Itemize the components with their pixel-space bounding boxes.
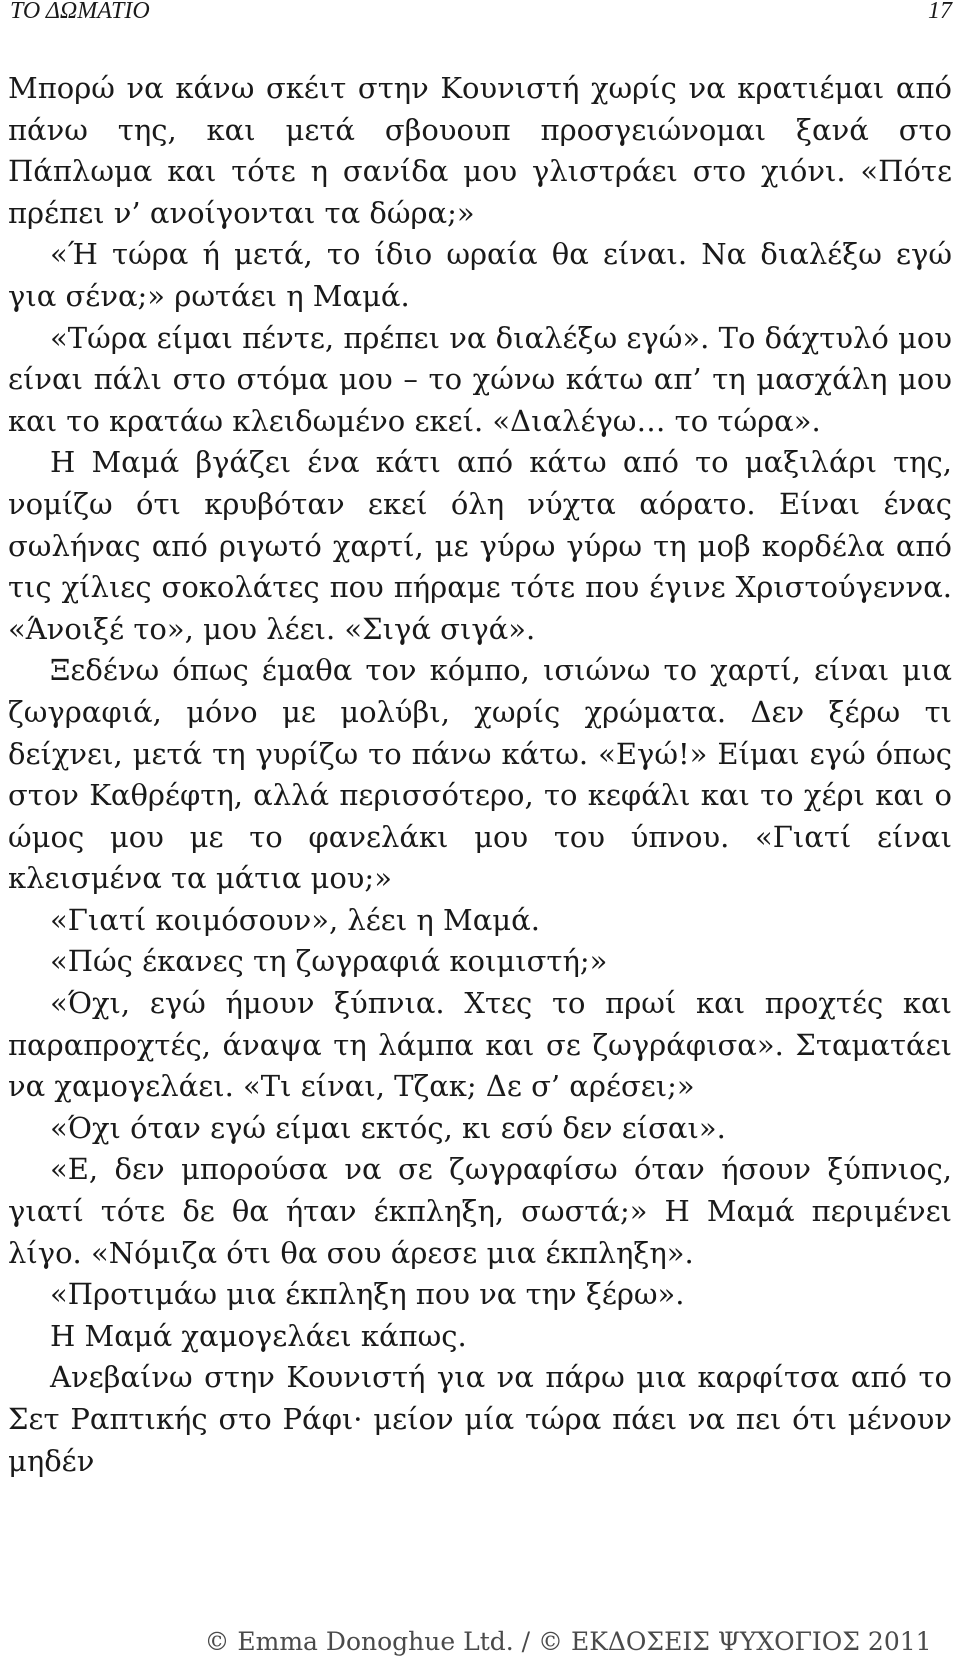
copyright-footer bbox=[0, 1624, 960, 1660]
page-number: 17 bbox=[928, 0, 952, 24]
paragraph-9: «Όχι όταν εγώ είμαι εκτός, κι εσύ δεν είσαι». bbox=[50, 1110, 726, 1145]
paragraph-7: «Πώς έκανες τη ζωγραφιά κοιμιστή;» bbox=[50, 944, 608, 979]
paragraph-1: Μπορώ να κάνω σκέιτ στην Κουνιστή χωρίς να κρατιέμαι από πάνω της, και μετά σβουουπ προσγειώνομαι ξανά στο Πάπλωμα και τότε η σανίδα μου γλιστράει στο χιόνι. «Πότε πρέπει ν’ ανοίγονται τα δώρα;» bbox=[8, 71, 952, 230]
chapter-title: ΤΟ ΔΩΜΑΤΙΟ bbox=[10, 0, 150, 24]
paragraph-4: Η Μαμά βγάζει ένα κάτι από κάτω από το μαξιλάρι της, νομίζω ότι κρυβόταν εκεί όλη νύχτα αόρατο. Είναι ένας σωλήνας από ριγωτό χαρτί, με γύρω γύρω τη μοβ κορδέλα από τις χίλιες σοκολάτες που πήραμε τότε που έγινε Χριστούγεννα. «Άνοιξέ το», μου λέει. «Σιγά σιγά». bbox=[8, 445, 952, 646]
paragraph-13: Ανεβαίνω στην Κουνιστή για να πάρω μια καρφίτσα από το Σετ Ραπτικής στο Ράφι· μείον μία τώρα πάει να πει ότι μένουν μηδέν bbox=[8, 1360, 952, 1478]
paragraph-10: «Ε, δεν μπορούσα να σε ζωγραφίσω όταν ήσουν ξύπνιος, γιατί τότε δε θα ήταν έκπληξη, σωστά;» Η Μαμά περιμένει λίγο. «Νόμιζα ότι θα σου άρεσε μια έκπληξη». bbox=[8, 1152, 952, 1270]
paragraph-8: «Όχι, εγώ ήμουν ξύπνια. Χτες το πρωί και προχτές και παραπροχτές, άναψα τη λάμπα και σε ζωγράφισα». Σταματάει να χαμογελάει. «Τι είναι, Τζακ; Δε σ’ αρέσει;» bbox=[8, 986, 952, 1104]
paragraph-11: «Προτιμάω μια έκπληξη που να την ξέρω». bbox=[50, 1277, 685, 1312]
copyright-text: © Emma Donoghue Ltd. / © ΕΚΔΟΣΕΙΣ ΨΥΧΟΓΙΟΣ 2011 bbox=[204, 1627, 932, 1656]
paragraph-12: Η Μαμά χαμογελάει κάπως. bbox=[50, 1318, 467, 1353]
running-head bbox=[10, 0, 952, 26]
paragraph-3: «Τώρα είμαι πέντε, πρέπει να διαλέξω εγώ». Το δάχτυλό μου είναι πάλι στο στόμα μου – το χώνω κάτω απ’ τη μασχάλη μου και το κρατάω κλειδωμένο εκεί. «Διαλέγω… το τώρα». bbox=[8, 320, 952, 438]
paragraph-2: «Ή τώρα ή μετά, το ίδιο ωραία θα είναι. Να διαλέξω εγώ για σένα;» ρωτάει η Μαμά. bbox=[8, 237, 952, 313]
body-text bbox=[8, 68, 952, 1482]
paragraph-6: «Γιατί κοιμόσουν», λέει η Μαμά. bbox=[50, 902, 540, 937]
paragraph-5: Ξεδένω όπως έμαθα τον κόμπο, ισιώνω το χαρτί, είναι μια ζωγραφιά, μόνο με μολύβι, χωρίς χρώματα. Δεν ξέρω τι δείχνει, μετά τη γυρίζω το πάνω κάτω. «Εγώ!» Είμαι εγώ όπως στον Καθρέφτη, αλλά περισσότερο, το κεφάλι και το χέρι και ο ώμος μου με το φανελάκι μου του ύπνου. «Γιατί είναι κλεισμένα τα μάτια μου;» bbox=[8, 653, 952, 896]
